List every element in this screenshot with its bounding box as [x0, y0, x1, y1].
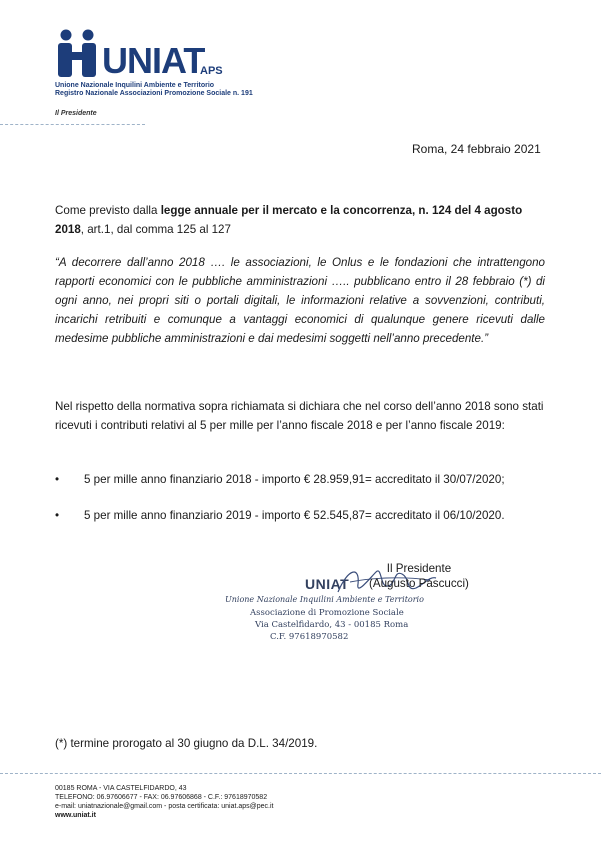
footer-website: www.uniat.it: [55, 812, 96, 819]
stamp-line: C.F. 97618970582: [270, 632, 349, 642]
signatory-name: (Augusto Pascucci): [369, 577, 469, 590]
logo-wordmark: UNIAT: [102, 40, 205, 81]
bullet-icon: •: [55, 509, 60, 522]
intro-paragraph: [55, 201, 545, 239]
logo-suffix: APS: [200, 65, 223, 77]
stamp-title: UNIAT: [305, 576, 350, 592]
list-item-text: 5 per mille anno finanziario 2019 - importo € 52.545,87= accreditato il 06/10/2020.: [84, 509, 505, 522]
letter-date: Roma, 24 febbraio 2021: [412, 142, 541, 156]
header-role: Il Presidente: [55, 110, 97, 117]
footer-contacts: [55, 784, 273, 820]
list-item-text: 5 per mille anno finanziario 2018 - importo € 28.959,91= accreditato il 30/07/2020;: [84, 473, 505, 486]
footer-divider: [0, 773, 601, 774]
signatory-block: [369, 561, 469, 591]
signatory-role: Il Presidente: [386, 562, 452, 575]
logo-subtitle-line2: Registro Nazionale Associazioni Promozione Sociale n. 191: [55, 90, 253, 97]
header-divider: [0, 124, 145, 125]
footnote: (*) termine prorogato al 30 giugno da D.L. 34/2019.: [55, 737, 318, 750]
stamp-line: Unione Nazionale Inquilini Ambiente e Territorio: [225, 595, 424, 604]
intro-post: , art.1, dal comma 125 al 127: [80, 223, 231, 236]
footer-phones: TELEFONO: 06.97606677 - FAX: 06.97606868 - C.F.: 97618970582: [55, 794, 268, 801]
intro-pre: Come previsto dalla: [55, 204, 161, 217]
uniat-logo-icon: [55, 28, 99, 78]
footer-emails: e-mail: uniatnazionale@gmail.com - posta certificata: uniat.aps@pec.it: [55, 803, 274, 810]
logo-subtitle-line1: Unione Nazionale Inquilini Ambiente e Territorio: [55, 82, 215, 89]
declaration-paragraph: Nel rispetto della normativa sopra richiamata si dichiara che nel corso dell’anno 2018 sono stati ricevuti i contributi relativi al 5 per mille per l’anno fiscale 2018 e per l’anno fiscale 2019:: [55, 400, 544, 432]
bullet-icon: •: [55, 473, 60, 486]
intro-law-reference: legge annuale per il mercato e la concorrenza, n. 124 del 4 agosto 2018: [55, 204, 523, 236]
stamp-line: Via Castelfidardo, 43 - 00185 Roma: [255, 620, 409, 630]
stamp-line: Associazione di Promozione Sociale: [250, 608, 404, 618]
law-quote: “A decorrere dall’anno 2018 …. le associazioni, le Onlus e le fondazioni che intrattengono rapporti economici con le pubbliche amministrazioni ….. pubblicano entro il 28 febbraio (*) di ogni anno, nei propri siti o portali digitali, le informazioni relative a sovvenzioni, contributi, incarichi retribuiti e comunque a vantaggi economici di qualunque genere ricevuti dalle medesime pubbliche amministrazioni e dai medesimi soggetti nell’anno precedente.”: [55, 256, 545, 345]
footer-address: 00185 ROMA - VIA CASTELFIDARDO, 43: [55, 785, 187, 792]
logo-subtitle: [55, 82, 253, 98]
